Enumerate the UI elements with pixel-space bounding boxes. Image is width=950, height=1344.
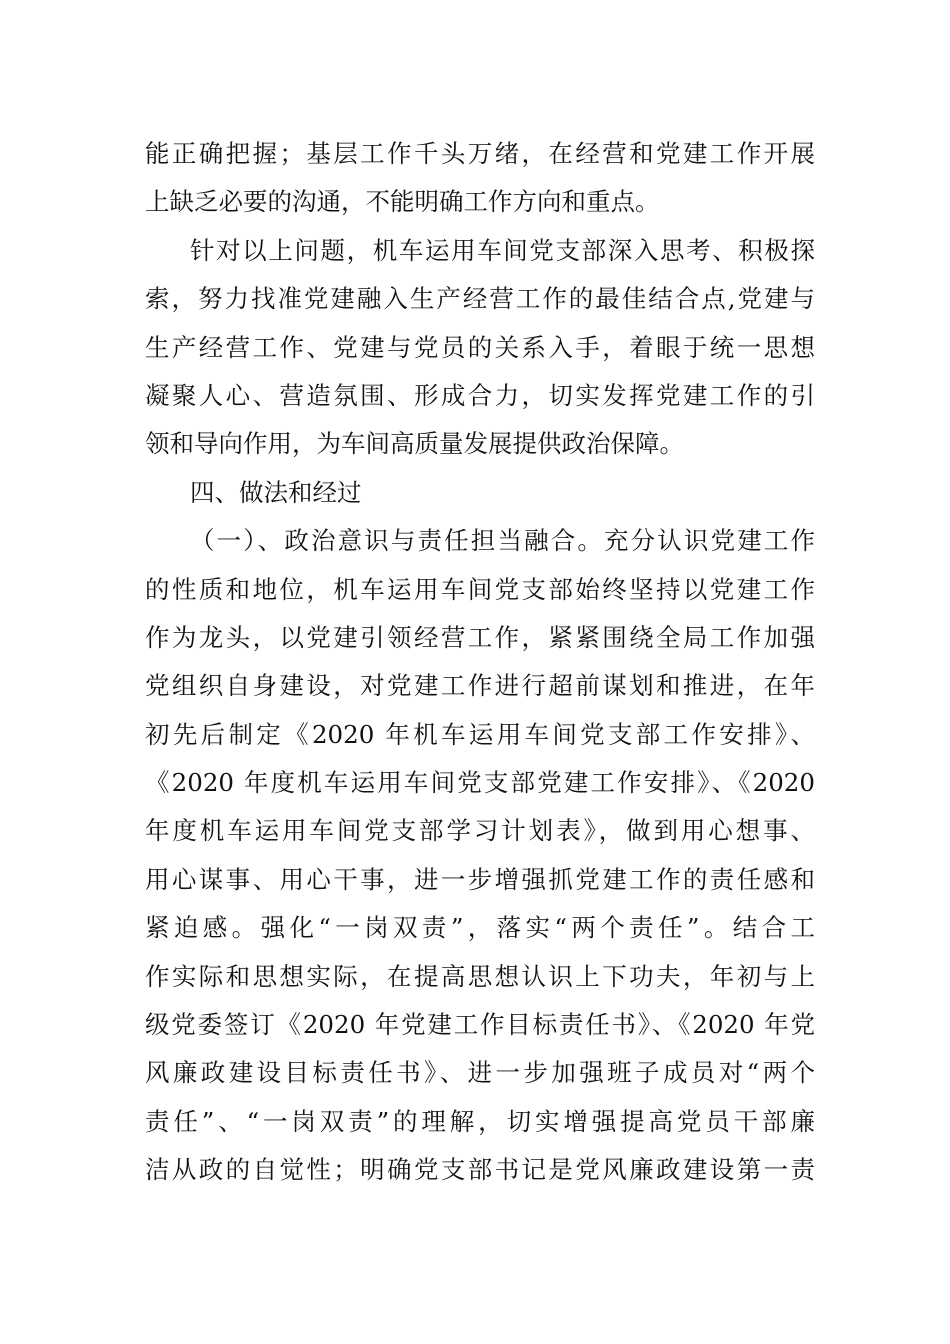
text-line: 用心谋事、用心干事，进一步增强抓党建工作的责任感和 bbox=[145, 864, 815, 894]
text-line: 责任”、“一岗双责”的理解，切实增强提高党员干部廉 bbox=[145, 1106, 815, 1136]
text-line: 能正确把握；基层工作千头万绪，在经营和党建工作开展 bbox=[145, 139, 815, 168]
text-line: 作实际和思想实际，在提高思想认识上下功夫，年初与上 bbox=[145, 961, 815, 991]
text-line: （一）、政治意识与责任担当融合。充分认识党建工作 bbox=[190, 526, 815, 556]
text-line: 凝聚人心、营造氛围、形成合力，切实发挥党建工作的引 bbox=[145, 380, 815, 410]
text-line: 索，努力找准党建融入生产经营工作的最佳结合点,党建与 bbox=[145, 284, 815, 314]
text-line: 风廉政建设目标责任书》、进一步加强班子成员对“两个 bbox=[145, 1058, 815, 1088]
text-line: 针对以上问题，机车运用车间党支部深入思考、积极探 bbox=[190, 235, 815, 265]
text-line: 《2020 年度机车运用车间党支部党建工作安排》、《2020 bbox=[145, 768, 815, 798]
text-line: 洁从政的自觉性；明确党支部书记是党风廉政建设第一责 bbox=[145, 1155, 815, 1185]
text-line: 上缺乏必要的沟通，不能明确工作方向和重点。 bbox=[145, 187, 660, 217]
text-line: 四、做法和经过 bbox=[190, 477, 362, 507]
text-line: 级党委签订《2020 年党建工作目标责任书》、《2020 年党 bbox=[145, 1010, 815, 1040]
document-page bbox=[145, 130, 815, 1195]
text-line: 党组织自身建设，对党建工作进行超前谋划和推进，在年 bbox=[145, 671, 815, 701]
text-line: 生产经营工作、党建与党员的关系入手，着眼于统一思想 bbox=[145, 332, 815, 362]
text-line: 年度机车运用车间党支部学习计划表》，做到用心想事、 bbox=[145, 816, 815, 846]
text-line: 紧迫感。强化“一岗双责”，落实“两个责任”。结合工 bbox=[145, 913, 815, 943]
text-line: 作为龙头，以党建引领经营工作，紧紧围绕全局工作加强 bbox=[145, 622, 815, 652]
text-line: 初先后制定《2020 年机车运用车间党支部工作安排》、 bbox=[145, 719, 815, 749]
text-line: 领和导向作用，为车间高质量发展提供政治保障。 bbox=[145, 429, 684, 459]
text-line: 的性质和地位，机车运用车间党支部始终坚持以党建工作 bbox=[145, 574, 815, 604]
